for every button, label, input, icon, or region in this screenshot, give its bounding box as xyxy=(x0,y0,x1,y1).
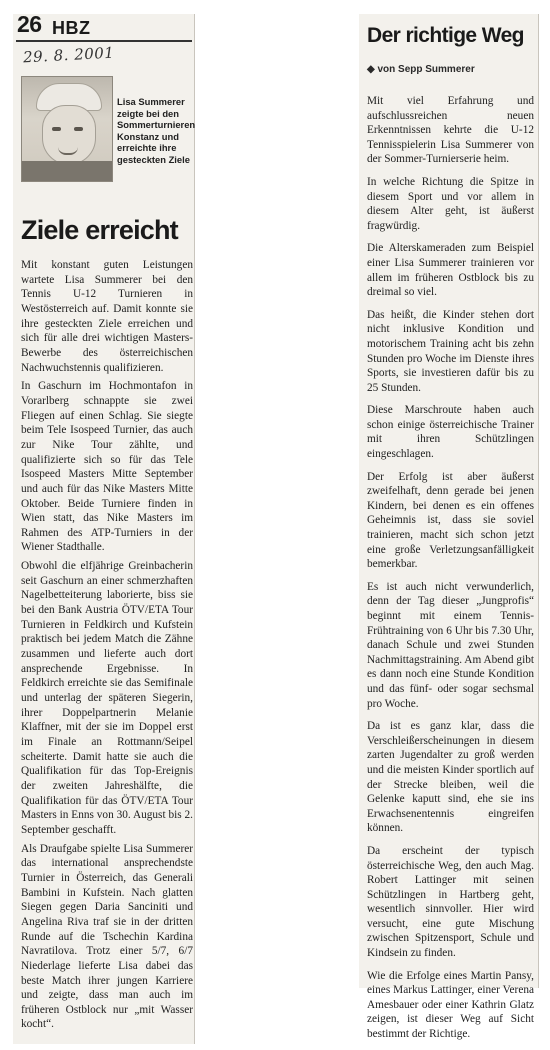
article-headline: Ziele erreicht xyxy=(21,215,178,245)
masthead xyxy=(16,11,192,40)
photo-eye-left xyxy=(52,127,61,131)
photo-shirt xyxy=(22,161,112,182)
right-clipping xyxy=(359,14,539,1041)
handwritten-date: 29. 8. 2001 xyxy=(22,43,115,67)
paragraph: Diese Marschroute haben auch schon einige österreichische Trainer mit ihren Schützlingen eingeschlagen. xyxy=(367,404,534,461)
photo-face-shape xyxy=(42,105,96,165)
paragraph: Da erscheint der typisch österreichische Weg, den auch Mag. Robert Lattinger mit seinen Schützlingen in Hartberg geht, wesentlich sinnvoller. Hier wird versucht, eine gute Mischung zwischen Spitzensport, Schule und Kindsein zu finden. xyxy=(367,844,534,960)
photo-eye-right xyxy=(74,127,83,131)
paragraph: Es ist auch nicht verwunderlich, denn der Tag dieser „Jungprofis“ beginnt mit einem Tennis-Frühtraining von 6 Uhr bis 7.30 Uhr, danach Schule und zwei Stunden Nachmittagstraining. Am Abend gibt es dann noch eine Stunde Kondition und das fünf- oder sogar sechsmal pro Woche. xyxy=(367,580,534,710)
paragraph: Obwohl die elfjährige Greinbacherin seit Gaschurn an einer schmerzhaften Nagelbetteiterung laborierte, biss sie bei den Bank Austria ÖTV/ETA Tour Turnieren in Feldkirch und Kufstein praktisch bei jedem Match die Zähne zusammen und lieferte auch dort ansprechende Ergebnisse. In Feldkirch erreichte sie das Semifinale und unterlag der späteren Siegerin, ihrer Doppelpartnerin Melanie Klaffner, mit der sie im Doppel erst im Finale an Rottmann/Seipel scheiterte. Damit hatte sie auch die Qualifikation für das Top-Ereignis der zweiten Jahreshälfte, die Qualifikation für das ÖTV/ETA Tour Masters in Enns von 30. August bis 2. September geschafft. xyxy=(21,560,193,836)
masthead-rule xyxy=(16,40,192,42)
byline: ◆ von Sepp Summerer xyxy=(367,64,475,75)
paragraph: Wie die Erfolge eines Martin Pansy, eines Markus Lattinger, einer Verena Amesbauer oder einer Kathrin Glatz zeigen, ist dieser Weg auf Sicht bestimmt der Richtige. xyxy=(367,969,534,1041)
paragraph: Mit viel Erfahrung und aufschlussreichen neuen Erkenntnissen kehrte die U-12 Tennisspielerin Lisa Summerer von der Sommer-Turnierserie heim. xyxy=(367,95,534,166)
commentary-body xyxy=(367,94,534,1050)
paragraph: Mit konstant guten Leistungen wartete Lisa Summerer bei den Tennis U-12 Turnieren in Westösterreich auf. Damit konnte sie ihre gesteckten Ziele erreichen und sich für alle drei wichtigen Masters-Bewerbe des österreichischen Nachwuchstennis qualifizieren. xyxy=(21,259,193,374)
page-number: 26 xyxy=(17,11,42,37)
left-clipping xyxy=(13,11,196,1044)
paragraph: Das heißt, die Kinder stehen dort nicht inklusive Kondition und motorischem Training acht bis zehn Stunden pro Woche im Dienste ihres Sports, sie investieren dafür bis zu 25 Stunden. xyxy=(367,308,534,394)
commentary-headline: Der richtige Weg xyxy=(367,24,524,47)
newspaper-name: HBZ xyxy=(52,18,91,38)
article-body xyxy=(21,258,193,1034)
paragraph: Als Draufgabe spielte Lisa Summerer das international ansprechendste Turnier in Österreich, das Generali Bambini in Kufstein. Nach glatten Siegen gegen Daria Sanciniti und Angelina Riva traf sie in der dritten Runde auf die Tschechin Kardina Navratilova. Trotz einer 5/7, 6/7 Niederlage lieferte Lisa dabei das beste Match ihrer jungen Karriere und zeigte, dass man auch im früheren Ostblock nur „mit Wasser kocht“. xyxy=(21,842,193,1031)
paragraph: In Gaschurn im Hochmontafon in Vorarlberg schnappte sie zwei Fliegen auf einen Schlag. Sie siegte beim Tele Isospeed Turnier, das auch zur Nike Tour zählte, und qualifizierte sich so für das Tele Isospeed Masters Mitte September und auch für das Nike Masters Mitte Oktober. Beide Turniere finden in Wien statt, das Nike Masters im Rahmen des ATP-Turniers in der Wiener Stadthalle. xyxy=(21,380,193,554)
photo-caption: Lisa Summerer zeigte bei den Sommerturnieren Konstanz und erreichte ihre gesteckten Ziele xyxy=(117,96,196,165)
paragraph: Der Erfolg ist aber äußerst zweifelhaft, denn gerade bei jenen Kindern, bei denen es ein offenes Geheimnis ist, dass sie soviel trainieren, macht sich schon jetzt eine große Verletzungsanfälligkeit bemerkbar. xyxy=(367,470,534,571)
paragraph: Die Alterskameraden zum Beispiel einer Lisa Summerer trainieren vor allem im früheren Ostblock bis zu dreimal so viel. xyxy=(367,242,534,299)
player-photo xyxy=(21,76,113,182)
paragraph: Da ist es ganz klar, dass die Verschleißerscheinungen in diesem zarten Jugendalter zu groß werden und die meisten Kinder sportlich auf der Strecke bleiben, weil die Gelenke kaputt sind, ehe sie ins Erwachsenentennis eingreifen können. xyxy=(367,720,534,835)
paragraph: In welche Richtung die Spitze in diesem Sport und vor allem in diesem Alter geht, ist äußerst fragwürdig. xyxy=(367,175,534,232)
